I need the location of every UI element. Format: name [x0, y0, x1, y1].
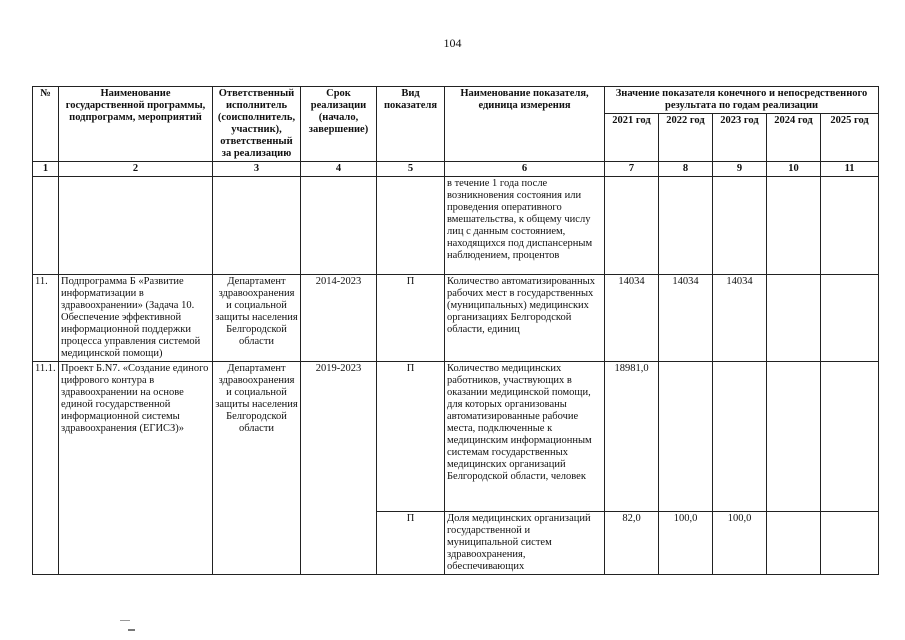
- row-value-2021: 82,0: [605, 512, 659, 575]
- row-value-2023: 14034: [713, 275, 767, 362]
- column-number: 7: [605, 162, 659, 177]
- row-term: [301, 177, 377, 275]
- column-number: 2: [59, 162, 213, 177]
- row-value-2023: [713, 362, 767, 512]
- header-year-2025: 2025 год: [821, 114, 879, 162]
- column-number: 4: [301, 162, 377, 177]
- row-program: [59, 177, 213, 275]
- row-value-2024: [767, 512, 821, 575]
- row-kind: П: [377, 512, 445, 575]
- header-year-2023: 2023 год: [713, 114, 767, 162]
- row-executor: Департамент здравоохранения и социальной защиты населения Белгородской области: [213, 362, 301, 575]
- header-year-2021: 2021 год: [605, 114, 659, 162]
- row-term: 2019-2023: [301, 362, 377, 575]
- row-program: Подпрограмма Б «Развитие информатизации в здравоохранении» (Задача 10. Обеспечение эффективной информационной поддержки процесса управления системой медицинской помощи): [59, 275, 213, 362]
- row-value-2024: [767, 275, 821, 362]
- row-value-2021: [605, 177, 659, 275]
- column-number: 6: [445, 162, 605, 177]
- header-values-group: Значение показателя конечного и непосредственного результата по годам реализации: [605, 87, 879, 114]
- header-year-2022: 2022 год: [659, 114, 713, 162]
- table-row: [33, 362, 879, 512]
- row-executor: Департамент здравоохранения и социальной защиты населения Белгородской области: [213, 275, 301, 362]
- row-value-2022: 100,0: [659, 512, 713, 575]
- row-number: [33, 177, 59, 275]
- table-row: [33, 177, 879, 275]
- header-program: Наименование государственной программы, подпрограмм, мероприятий: [59, 87, 213, 162]
- row-value-2021: 14034: [605, 275, 659, 362]
- row-number: 11.1.: [33, 362, 59, 575]
- header-year-2024: 2024 год: [767, 114, 821, 162]
- program-indicators-table: [32, 86, 879, 575]
- page-number: 104: [443, 36, 462, 50]
- header-term: Срок реализации (начало, завершение): [301, 87, 377, 162]
- row-term: 2014-2023: [301, 275, 377, 362]
- row-number: 11.: [33, 275, 59, 362]
- row-value-2023: 100,0: [713, 512, 767, 575]
- row-indicator: Количество автоматизированных рабочих мест в государственных (муниципальных) медицинских организациях Белгородской области, единиц: [445, 275, 605, 362]
- header-kind: Вид показателя: [377, 87, 445, 162]
- row-executor: [213, 177, 301, 275]
- header-indicator: Наименование показателя, единица измерения: [445, 87, 605, 162]
- row-value-2021: 18981,0: [605, 362, 659, 512]
- row-value-2023: [713, 177, 767, 275]
- row-value-2024: [767, 362, 821, 512]
- row-kind: П: [377, 362, 445, 512]
- header-no: №: [33, 87, 59, 162]
- table-row: [33, 275, 879, 362]
- column-number: 10: [767, 162, 821, 177]
- row-value-2024: [767, 177, 821, 275]
- header-executor: Ответственный исполнитель (соисполнитель, участник), ответственный за реализацию: [213, 87, 301, 162]
- row-kind: [377, 177, 445, 275]
- row-indicator: в течение 1 года после возникновения состояния или проведения оперативного вмешательства, к общему числу лиц с данным состоянием, находящихся под диспансерным наблюдением, процентов: [445, 177, 605, 275]
- row-value-2025: [821, 362, 879, 512]
- row-value-2025: [821, 177, 879, 275]
- column-number: 5: [377, 162, 445, 177]
- row-program: Проект Б.N7. «Создание единого цифрового контура в здравоохранении на основе единой государственной информационной системы здравоохранения (ЕГИСЗ)»: [59, 362, 213, 575]
- column-number: 11: [821, 162, 879, 177]
- row-value-2025: [821, 512, 879, 575]
- column-number: 1: [33, 162, 59, 177]
- row-kind: П: [377, 275, 445, 362]
- scan-artifact: [120, 620, 130, 621]
- header-row: [33, 87, 879, 114]
- column-numbers-row: [33, 162, 879, 177]
- column-number: 9: [713, 162, 767, 177]
- row-value-2025: [821, 275, 879, 362]
- row-indicator: Доля медицинских организаций государственной и муниципальной систем здравоохранения, обеспечивающих: [445, 512, 605, 575]
- column-number: 3: [213, 162, 301, 177]
- row-value-2022: [659, 177, 713, 275]
- row-value-2022: 14034: [659, 275, 713, 362]
- scan-artifact: [128, 629, 135, 631]
- row-value-2022: [659, 362, 713, 512]
- row-indicator: Количество медицинских работников, участвующих в оказании медицинской помощи, для которых организованы автоматизированные рабочие места, подключенные к медицинским информационным системам государственных медицинских организаций Белгородской области, человек: [445, 362, 605, 512]
- column-number: 8: [659, 162, 713, 177]
